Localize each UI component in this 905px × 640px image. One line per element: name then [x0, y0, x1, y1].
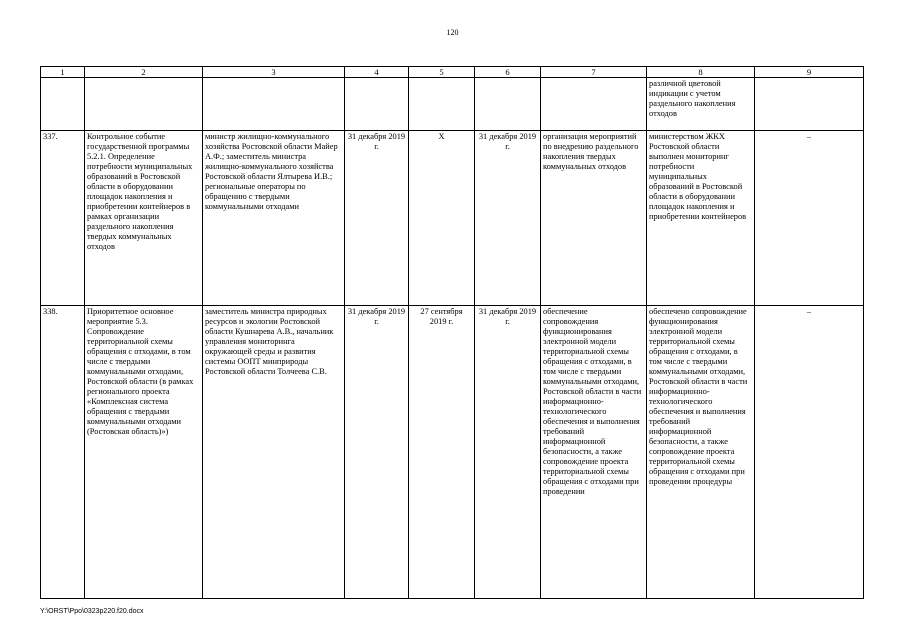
- row-plan: 27 сентября 2019 г.: [409, 306, 475, 599]
- column-header: 3: [203, 67, 345, 78]
- table-row: [41, 131, 864, 306]
- row-note: –: [755, 131, 864, 306]
- row-plan: [409, 78, 475, 131]
- row-name: Контрольное событие государственной программы 5.2.1. Определение потребности муниципальных образований в Ростовской области в оборудовании площадок накопления и приобретении контейнеров в рамках организации раздельного накопления твердых коммунальных отходов: [85, 131, 203, 306]
- column-header: 4: [345, 67, 409, 78]
- row-note: [755, 78, 864, 131]
- row-note: –: [755, 306, 864, 599]
- column-header: 1: [41, 67, 85, 78]
- row-result: обеспечение сопровождения функционирования электронной модели территориальной схемы обращения с отходами, в том числе с твердыми коммунальными отходами, Ростовской области в части информационно-технологического обеспечения и выполнения требований информационной безопасности, а также сопровождение проекта территориальной схемы обращения с отходами при проведении: [541, 306, 647, 599]
- row-end: 31 декабря 2019 г.: [475, 131, 541, 306]
- row-fact: различной цветовой индикации с учетом раздельного накопления отходов: [647, 78, 755, 131]
- row-end: 31 декабря 2019 г.: [475, 306, 541, 599]
- row-number: 338.: [41, 306, 85, 599]
- row-name: Приоритетное основное мероприятие 5.3. Сопровождение территориальной схемы обращения с отходами, в том числе с твердыми коммунальными отходами, Ростовской области (в рамках регионального проекта «Комплексная система обращения с твердыми коммунальными отходами (Ростовская область)»): [85, 306, 203, 599]
- page-number: 120: [446, 28, 459, 37]
- row-responsible: министр жилищно-коммунального хозяйства Ростовской области Майер А.Ф.; заместитель министра жилищно-коммунального хозяйства Ростовской области Ялтырева И.В.; региональные операторы по обращению с твердыми коммунальными отходами: [203, 131, 345, 306]
- file-path-footer: Y:\ORST\Ppo\0323p220.f20.docx: [40, 608, 144, 615]
- header-row: [41, 67, 864, 78]
- row-result: [541, 78, 647, 131]
- row-start: 31 декабря 2019 г.: [345, 306, 409, 599]
- column-header: 6: [475, 67, 541, 78]
- row-start: [345, 78, 409, 131]
- row-number: 337.: [41, 131, 85, 306]
- row-fact: обеспечено сопровождение функционирования электронной модели территориальной схемы обращения с отходами, в том числе с твердыми коммунальными отходами, Ростовской области в части информационно-технологического обеспечения и выполнения требований информационной безопасности, а также сопровождение проекта территориальной схемы обращения с отходами при проведении процедуры: [647, 306, 755, 599]
- row-plan: X: [409, 131, 475, 306]
- row-end: [475, 78, 541, 131]
- column-header: 7: [541, 67, 647, 78]
- column-header: 8: [647, 67, 755, 78]
- table-row: [41, 78, 864, 131]
- row-fact: министерством ЖКХ Ростовской области выполнен мониторинг потребности муниципальных образований в Ростовской области в оборудовании площадок накопления и приобретении контейнеров: [647, 131, 755, 306]
- column-header: 9: [755, 67, 864, 78]
- plan-table: [40, 66, 864, 599]
- row-start: 31 декабря 2019 г.: [345, 131, 409, 306]
- row-number: [41, 78, 85, 131]
- row-responsible: [203, 78, 345, 131]
- column-header: 2: [85, 67, 203, 78]
- row-responsible: заместитель министра природных ресурсов и экологии Ростовской области Кушнарева А.В., начальник управления мониторинга окружающей среды и развития системы ООПТ минприроды Ростовской области Толчеева С.В.: [203, 306, 345, 599]
- row-name: [85, 78, 203, 131]
- row-result: организация мероприятий по внедрению раздельного накопления твердых коммунальных отходов: [541, 131, 647, 306]
- table-row: [41, 306, 864, 599]
- column-header: 5: [409, 67, 475, 78]
